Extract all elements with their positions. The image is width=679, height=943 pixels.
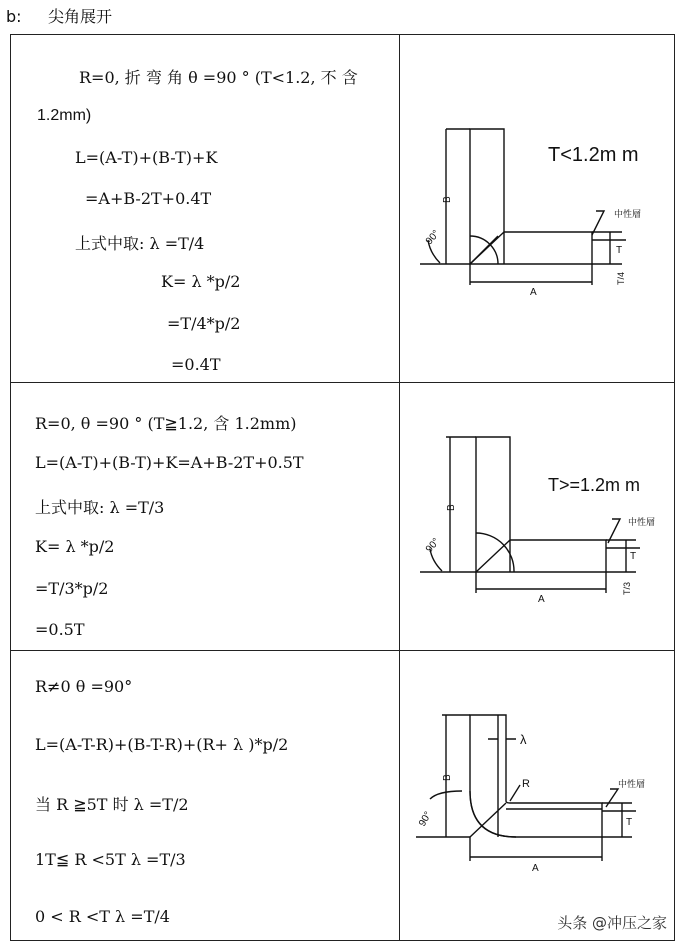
formula-cell xyxy=(11,651,400,941)
formula-line: K= λ *p/2 xyxy=(161,272,241,291)
lambda-label: T/4 xyxy=(616,271,626,285)
bend-allowance-table xyxy=(10,34,675,941)
section-title: 尖角展开 xyxy=(48,7,113,26)
formula-cell xyxy=(11,383,400,651)
formula-line: 上式中取: λ =T/3 xyxy=(35,498,165,517)
formula-line: =T/4*p/2 xyxy=(167,314,241,333)
t-label: T xyxy=(626,817,633,828)
formula-line: 0 < R <T λ =T/4 xyxy=(35,907,170,926)
figure-cell xyxy=(400,383,675,651)
b-label: B xyxy=(446,504,457,511)
formula-line: L=(A-T)+(B-T)+K xyxy=(75,148,218,167)
formula-line: =0.4T xyxy=(171,355,221,374)
formula-cell xyxy=(11,35,400,383)
formula-line: K= λ *p/2 xyxy=(35,537,115,556)
formula-line: R=0, θ =90 ° (T≧1.2, 含 1.2mm) xyxy=(35,414,297,433)
a-label: A xyxy=(530,287,537,298)
a-label: A xyxy=(538,594,545,605)
formula-line: L=(A-T-R)+(B-T-R)+(R+ λ )*p/2 xyxy=(35,735,289,754)
figure-cell xyxy=(400,651,675,941)
angle-label: 90° xyxy=(423,228,443,247)
watermark: 头条 @冲压之家 xyxy=(557,914,667,932)
bend-diagram xyxy=(400,651,674,941)
figure-cell xyxy=(400,35,675,383)
formula-line: L=(A-T)+(B-T)+K=A+B-2T+0.5T xyxy=(35,453,304,472)
formula-line: 上式中取: λ =T/4 xyxy=(75,234,205,253)
lambda-label: T/3 xyxy=(622,581,632,595)
formula-line: R≠0 θ =90° xyxy=(35,677,133,696)
figure-title: T>=1.2m m xyxy=(548,475,641,495)
bend-diagram xyxy=(400,35,674,383)
formula-line: =0.5T xyxy=(35,620,85,639)
formula-line: 当 R ≧5T 时 λ =T/2 xyxy=(35,795,189,814)
angle-label: 90° xyxy=(423,536,443,555)
table-row xyxy=(11,383,675,651)
section-heading xyxy=(6,4,112,27)
neutral-layer-label: 中性層 xyxy=(628,517,656,527)
r-label: R xyxy=(522,778,530,790)
t-label: T xyxy=(616,245,623,256)
section-prefix: b: xyxy=(6,7,22,26)
a-label: A xyxy=(532,863,539,874)
figure-title: T<1.2m m xyxy=(548,144,639,166)
formula-line: 1T≦ R <5T λ =T/3 xyxy=(35,850,186,869)
lambda-label: λ xyxy=(520,732,527,747)
neutral-layer-label: 中性層 xyxy=(618,779,646,789)
formula-line: =A+B-2T+0.4T xyxy=(85,189,212,208)
formula-line: =T/3*p/2 xyxy=(35,579,109,598)
table-row xyxy=(11,35,675,383)
formula-line: R=0, 折 弯 角 θ =90 ° (T<1.2, 不 含 xyxy=(79,68,358,87)
b-label: B xyxy=(442,774,453,781)
b-label: B xyxy=(442,196,453,203)
angle-label: 90° xyxy=(417,809,435,829)
neutral-layer-label: 中性層 xyxy=(614,209,642,219)
table-row xyxy=(11,651,675,941)
t-label: T xyxy=(630,551,637,562)
formula-line: 1.2mm) xyxy=(37,107,92,124)
bend-diagram xyxy=(400,383,674,651)
